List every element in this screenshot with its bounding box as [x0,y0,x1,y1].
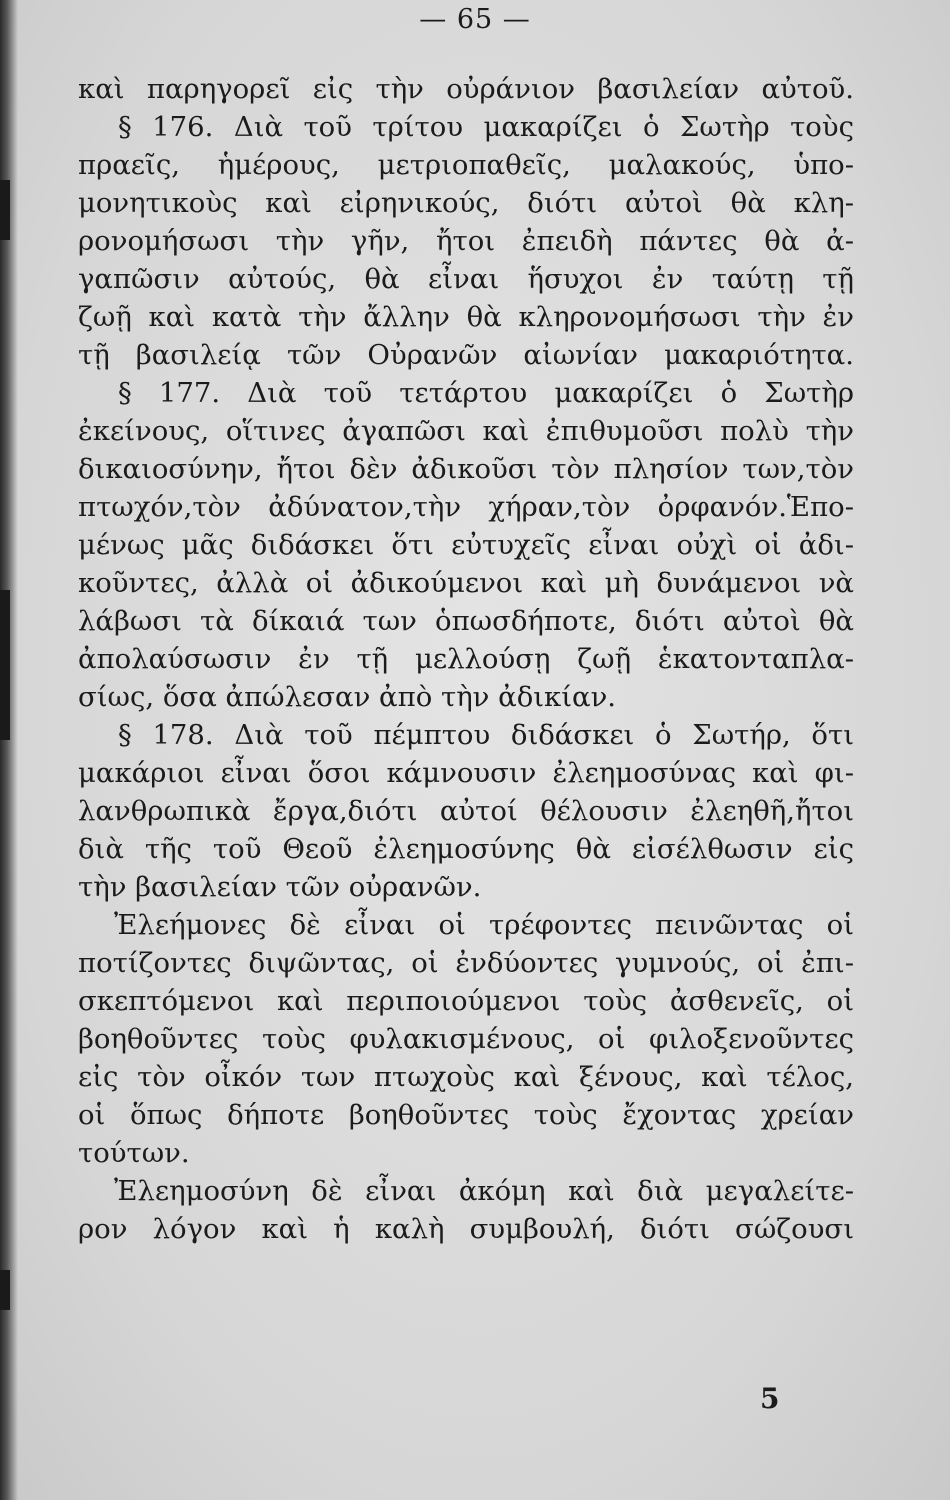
text-line: § 178. Διὰ τοῦ πέμπτου διδάσκει ὁ Σωτήρ, ὅτι [118,719,854,751]
text-line: σίως, ὅσα ἀπώλεσαν ἀπὸ τὴν ἀδικίαν. [78,681,617,713]
text-line: δικαιοσύνην, ἤτοι δὲν ἀδικοῦσι τὸν πλησίον των,τὸν [78,453,854,485]
text-line: λανθρωπικὰ ἔργα,διότι αὐτοί θέλουσιν ἐλεηθῆ,ἤτοι [78,795,854,827]
text-line: § 177. Διὰ τοῦ τετάρτου μακαρίζει ὁ Σωτὴρ [118,377,854,409]
text-line: πραεῖς, ἡμέρους, μετριοπαθεῖς, μαλακούς, ὑπο- [78,149,854,181]
signature-mark: 5 [760,1382,780,1415]
text-line: ρον λόγον καὶ ἡ καλὴ συμβουλή, διότι σώζουσι [78,1213,854,1245]
body-text [78,70,854,1248]
text-line: ζωῇ καὶ κατὰ τὴν ἄλλην θὰ κληρονομήσωσι τὴν ἐν [78,301,854,333]
binding-mark [0,1270,10,1310]
text-line: ἀπολαύσωσιν ἐν τῇ μελλούσῃ ζωῇ ἑκατονταπλα- [78,643,854,675]
text-line: τὴν βασιλείαν τῶν οὐρανῶν. [78,871,482,903]
page-number: — 65 — [419,4,531,35]
text-line: ρονομήσωσι τὴν γῆν, ἤτοι ἐπειδὴ πάντες θὰ ἀ- [78,225,854,257]
text-line: εἰς τὸν οἶκόν των πτωχοὺς καὶ ξένους, καὶ τέλος, [78,1061,854,1093]
text-line: κοῦντες, ἀλλὰ οἱ ἀδικούμενοι καὶ μὴ δυνάμενοι νὰ [78,567,854,599]
binding-mark [0,180,10,240]
text-line: διὰ τῆς τοῦ Θεοῦ ἐλεημοσύνης θὰ εἰσέλθωσιν εἰς [78,833,854,865]
text-line: βοηθοῦντες τοὺς φυλακισμένους, οἱ φιλοξενοῦντες [78,1023,854,1055]
text-line: Ἐλεήμονες δὲ εἶναι οἱ τρέφοντες πεινῶντας οἱ [114,909,854,941]
text-line: § 176. Διὰ τοῦ τρίτου μακαρίζει ὁ Σωτὴρ τοὺς [118,111,854,143]
text-line: λάβωσι τὰ δίκαιά των ὁπωσδήποτε, διότι αὐτοὶ θὰ [78,605,854,637]
text-line: μένως μᾶς διδάσκει ὅτι εὐτυχεῖς εἶναι οὐχὶ οἱ ἀδι- [78,529,854,561]
text-line: οἱ ὅπως δήποτε βοηθοῦντες τοὺς ἔχοντας χρείαν [78,1099,854,1131]
text-line: καὶ παρηγορεῖ εἰς τὴν οὐράνιον βασιλείαν αὐτοῦ. [78,73,854,105]
text-line: γαπῶσιν αὐτούς, θὰ εἶναι ἥσυχοι ἐν ταύτῃ τῇ [78,263,854,295]
text-line: ἐκείνους, οἵτινες ἀγαπῶσι καὶ ἐπιθυμοῦσι πολὺ τὴν [78,415,854,447]
text-line: ποτίζοντες διψῶντας, οἱ ἐνδύοντες γυμνούς, οἱ ἐπι- [78,947,854,979]
binding-mark [0,590,10,740]
text-line: Ἐλεημοσύνη δὲ εἶναι ἀκόμη καὶ διὰ μεγαλείτε- [114,1175,854,1207]
text-line: πτωχόν,τὸν ἀδύνατον,τὴν χήραν,τὸν ὀρφανόν.Ἑπο- [78,491,854,523]
text-line: σκεπτόμενοι καὶ περιποιούμενοι τοὺς ἀσθενεῖς, οἱ [78,985,854,1017]
text-line: τῇ βασιλείᾳ τῶν Οὐρανῶν αἰωνίαν μακαριότητα. [78,339,854,371]
text-line: μακάριοι εἶναι ὅσοι κάμνουσιν ἐλεημοσύνας καὶ φι- [78,757,854,789]
text-line: μονητικοὺς καὶ εἰρηνικούς, διότι αὐτοὶ θὰ κλη- [78,187,854,219]
text-line: τούτων. [78,1137,190,1169]
